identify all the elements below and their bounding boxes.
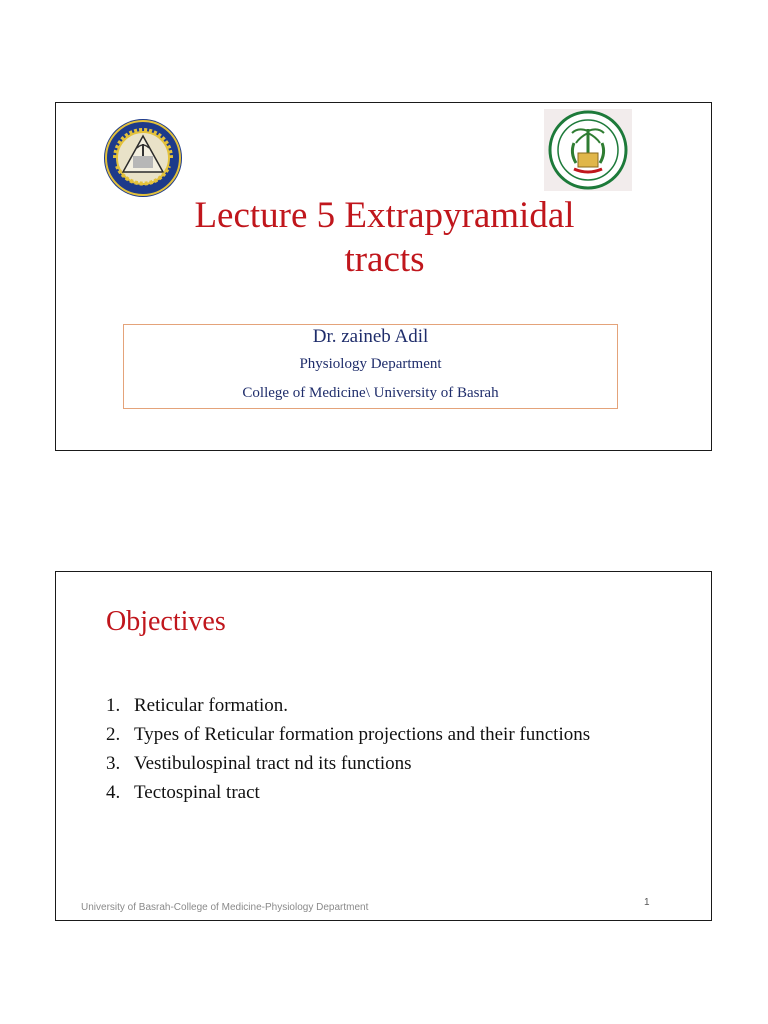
author-name: Dr. zaineb Adil — [312, 326, 429, 347]
title-slide — [55, 102, 712, 451]
slide-title-line1: Lecture 5 Extrapyramidal — [194, 195, 575, 236]
college-name: College of Medicine\ University of Basrah — [242, 385, 499, 401]
slide-footer: University of Basrah-College of Medicine-Physiology Department — [81, 902, 369, 913]
objective-item: 1. Reticular formation. — [106, 695, 289, 716]
objectives-heading: Objectives — [106, 606, 226, 637]
objectives-list — [106, 694, 590, 810]
department-name: Physiology Department — [299, 356, 442, 372]
objective-item: 3. Vestibulospinal tract nd its functions — [106, 753, 412, 774]
objective-item: 2. Types of Reticular formation projections and their functions — [106, 724, 591, 745]
objectives-slide — [55, 571, 712, 921]
author-box — [123, 324, 618, 409]
slide-title-line2: tracts — [344, 239, 425, 280]
objective-item: 4. Tectospinal tract — [106, 782, 260, 803]
university-seal-icon — [103, 118, 183, 198]
page-number: 1 — [644, 897, 650, 908]
iraq-emblem-icon — [544, 109, 632, 191]
